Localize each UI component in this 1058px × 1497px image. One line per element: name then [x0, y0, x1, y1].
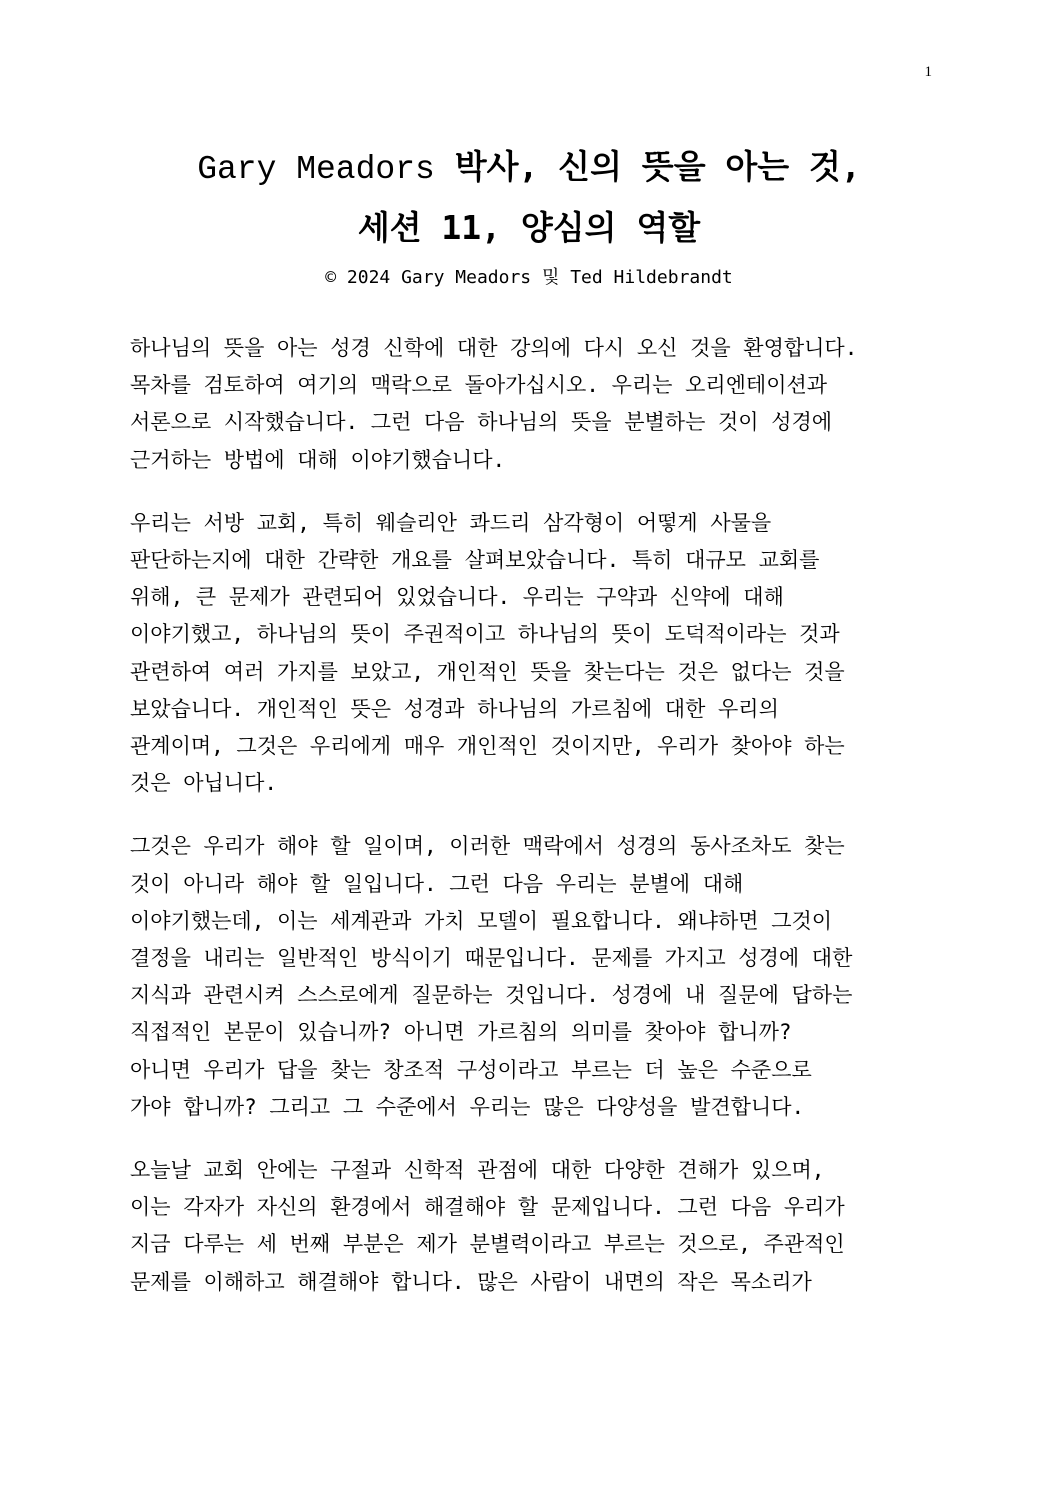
text-line: 문제를 이해하고 해결해야 합니다. 많은 사람이 내면의 작은 목소리가	[130, 1269, 812, 1294]
text-line: 것이 아니라 해야 할 일입니다. 그런 다음 우리는 분별에 대해	[130, 871, 744, 896]
paragraph-3	[130, 828, 930, 1126]
copyright-notice: © 2024 Gary Meadors 및 Ted Hildebrandt	[325, 267, 733, 288]
text-line: 목차를 검토하여 여기의 맥락으로 돌아가십시오. 우리는 오리엔테이션과	[130, 373, 828, 398]
text-line: 관계이며, 그것은 우리에게 매우 개인적인 것이지만, 우리가 찾아야 하는	[130, 734, 845, 759]
text-line: 가야 합니까? 그리고 그 수준에서 우리는 많은 다양성을 발견합니다.	[130, 1094, 805, 1119]
text-line: 오늘날 교회 안에는 구절과 신학적 관점에 대한 다양한 견해가 있으며,	[130, 1158, 825, 1183]
text-line: 판단하는지에 대한 간략한 개요를 살펴보았습니다. 특히 대규모 교회를	[130, 548, 820, 573]
text-line: 이야기했고, 하나님의 뜻이 주권적이고 하나님의 뜻이 도덕적이라는 것과	[130, 622, 840, 647]
text-line: 이는 각자가 자신의 환경에서 해결해야 할 문제입니다. 그런 다음 우리가	[130, 1195, 845, 1220]
paragraph-4	[130, 1152, 930, 1301]
text-line: 보았습니다. 개인적인 뜻은 성경과 하나님의 가르침에 대한 우리의	[130, 696, 779, 721]
text-line: 아니면 우리가 답을 찾는 창조적 구성이라고 부르는 더 높은 수준으로	[130, 1057, 812, 1082]
text-line: 결정을 내리는 일반적인 방식이기 때문입니다. 문제를 가지고 성경에 대한	[130, 946, 853, 971]
document-title-line-1	[0, 138, 1058, 199]
document-title-line-2: 세션 11, 양심의 역할	[357, 208, 701, 247]
text-line: 서론으로 시작했습니다. 그런 다음 하나님의 뜻을 분별하는 것이 성경에	[130, 410, 833, 435]
title-text-korean: 박사, 신의 뜻을 아는 것,	[434, 147, 861, 186]
document-body	[130, 330, 930, 1327]
text-line: 우리는 서방 교회, 특히 웨슬리안 콰드리 삼각형이 어떻게 사물을	[130, 510, 772, 535]
document-header	[0, 138, 1058, 291]
text-line: 이야기했는데, 이는 세계관과 가치 모델이 필요합니다. 왜냐하면 그것이	[130, 908, 833, 933]
text-line: 것은 아닙니다.	[130, 771, 278, 796]
title-author-name: Gary Meadors	[197, 151, 435, 188]
paragraph-2	[130, 505, 930, 803]
text-line: 지금 다루는 세 번째 부분은 제가 분별력이라고 부르는 것으로, 주관적인	[130, 1232, 845, 1257]
text-line: 관련하여 여러 가지를 보았고, 개인적인 뜻을 찾는다는 것은 없다는 것을	[130, 659, 845, 684]
page-number: 1	[924, 64, 932, 80]
paragraph-1	[130, 330, 930, 479]
text-line: 직접적인 본문이 있습니까? 아니면 가르침의 의미를 찾아야 합니까?	[130, 1020, 792, 1045]
text-line: 지식과 관련시켜 스스로에게 질문하는 것입니다. 성경에 내 질문에 답하는	[130, 983, 853, 1008]
text-line: 그것은 우리가 해야 할 일이며, 이러한 맥락에서 성경의 동사조차도 찾는	[130, 834, 845, 859]
text-line: 하나님의 뜻을 아는 성경 신학에 대한 강의에 다시 오신 것을 환영합니다.	[130, 336, 858, 360]
text-line: 위해, 큰 문제가 관련되어 있었습니다. 우리는 구약과 신약에 대해	[130, 585, 784, 610]
text-line: 근거하는 방법에 대해 이야기했습니다.	[130, 447, 506, 472]
